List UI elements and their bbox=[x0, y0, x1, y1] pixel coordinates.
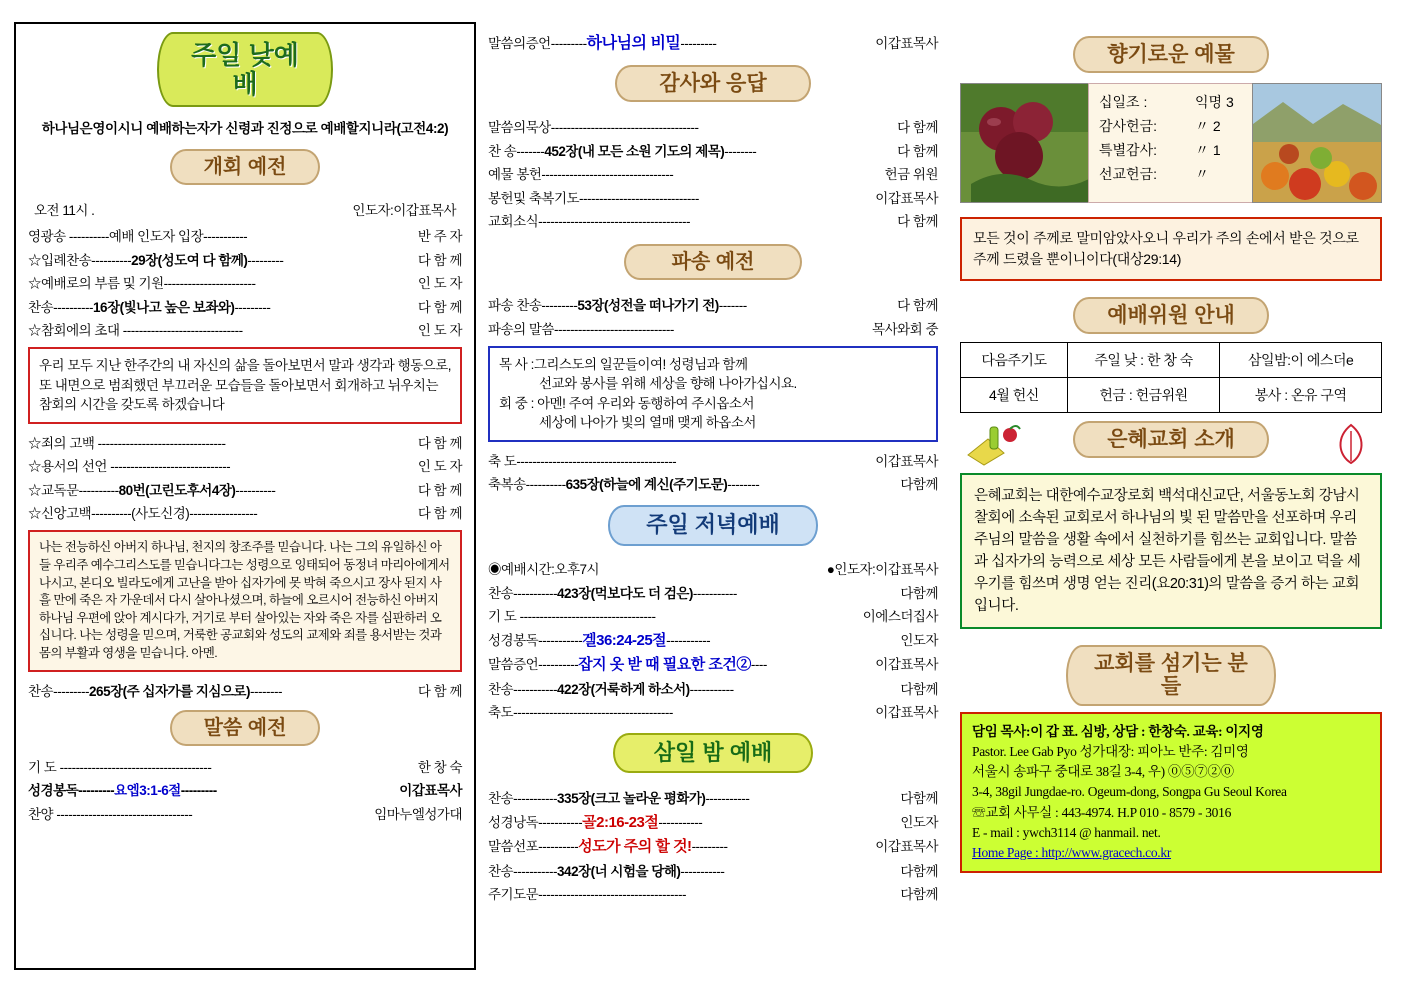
contact-line: 담임 목사:이 갑 표. 심방, 상담 : 한창숙. 교육: 이지영 bbox=[972, 723, 1264, 739]
heading-thanks-response: 감사와 응답 bbox=[615, 65, 811, 102]
order-line: 찬양 ---------------------------------- 임마누엘성가대 bbox=[28, 806, 462, 822]
table-row bbox=[961, 343, 1382, 378]
contact-line: 서울시 송파구 중대로 38길 3-4, 우) ⓪⑤⑦②⓪ bbox=[972, 764, 1234, 780]
order-line: 찬 송------- 452장(내 모든 소원 기도의 제목) -------- 다 함께 bbox=[488, 143, 938, 159]
heading-offerings: 향기로운 예물 bbox=[1073, 36, 1269, 73]
plums-photo bbox=[960, 83, 1090, 203]
wednesday-order-list bbox=[488, 787, 938, 903]
red-leaf-icon bbox=[1326, 421, 1376, 472]
word-order-list bbox=[28, 756, 462, 823]
heading-wednesday-service: 삼일 밤 예배 bbox=[613, 733, 813, 773]
verse-john4-24: 하나님은영이시니 예배하는자가 신령과 진정으로 예배할지니라(고전4:2) bbox=[41, 121, 449, 137]
sending-dialog-box bbox=[488, 346, 938, 442]
order-line: 말씀의묵상------------------------------------- 다 함께 bbox=[488, 120, 938, 136]
order-line: 예물 봉헌--------------------------------- 헌금 위원 bbox=[488, 167, 938, 183]
cell: 봉사 : 온유 구역 bbox=[1220, 378, 1382, 413]
order-line: 축 도---------------------------------------- 이갑표목사 bbox=[488, 453, 938, 469]
contact-homepage[interactable]: Home Page : http://www.gracech.co.kr bbox=[972, 845, 1172, 861]
order-line: 찬송---------- 16장(빛나고 높은 보좌와) --------- 다 함 께 bbox=[28, 299, 462, 315]
offering-amounts-table bbox=[1088, 83, 1254, 203]
offering-photo-row bbox=[960, 83, 1382, 203]
order-line: ☆용서의 선언 ------------------------------ 인 도 자 bbox=[28, 459, 462, 475]
oil-and-cross-icon bbox=[960, 421, 1030, 472]
benediction-list bbox=[488, 450, 938, 494]
order-line: 찬송----------- 423장(먹보다도 더 검은) ----------- 다함께 bbox=[488, 585, 938, 601]
confession-order-list bbox=[28, 432, 462, 523]
apostles-creed-box: 나는 전능하신 아버지 하나님, 천지의 창조주를 믿습니다. 나는 그의 유일하신 아들 우리주 예수그리스도를 믿습니다그는 성령으로 잉태되어 동정녀 마리아에게서 나시고, 본디오 빌라도에게 고난을 받아 십자가에 못 박혀 죽으시고 장사 된지 사흘 만에 죽은 자 가운데서 다시 살아나셨으며, 하늘에 오르시어 전능하신 아버지 하나님 우편에 앉아 계시다가, 거기로 부터 살아있는 자와 죽은 자를 심판하러 오십니다. 나는 성령을 믿으며, 거룩한 공교회와 성도의 교제와 죄를 용서받는 것과 몸의 부활과 영생을 믿습니다. 아멘. bbox=[28, 530, 462, 671]
order-line-hymn-265: 찬송--------- 265장(주 십자가를 지심으로) -------- 다 함 께 bbox=[28, 683, 462, 699]
heading-sending-liturgy: 파송 예전 bbox=[624, 244, 802, 280]
order-line: 영광송 ----------예배 인도자 입장----------- 반 주 자 bbox=[28, 229, 462, 245]
order-line: 말씀선포---------- 성도가 주의 할 것! --------- 이갑표목사 bbox=[488, 838, 938, 856]
service-leader: 인도자:이갑표목사 bbox=[352, 203, 456, 219]
order-line: 성경봉독--------- 요엡3:1-6절 --------- 이갑표목사 bbox=[28, 783, 462, 799]
heading-worship-committee: 예배위원 안내 bbox=[1073, 297, 1269, 334]
church-contact-box bbox=[960, 712, 1382, 874]
dialog-line: 회 중 : 아멘! 주여 우리와 동행하여 주시옵소서 bbox=[499, 395, 754, 411]
dialog-line: 목 사 :그리스도의 일꾼들이여! 성령님과 함께 bbox=[499, 356, 748, 372]
contact-line: 3-4, 38gil Jungdae-ro. Ogeum-dong, Songpa Gu Seoul Korea bbox=[972, 784, 1287, 800]
column-offering-and-info bbox=[952, 22, 1390, 970]
order-line: 기 도 -------------------------------------- 한 창 숙 bbox=[28, 759, 462, 775]
order-line: ☆예배로의 부름 및 기원----------------------- 인 도 자 bbox=[28, 276, 462, 292]
order-line: ☆교독문---------- 80번(고린도후서4장) ---------- 다 함 께 bbox=[28, 482, 462, 498]
order-line: 찬송----------- 342장(너 시험을 당해) ----------- 다함께 bbox=[488, 863, 938, 879]
heading-church-intro: 은혜교회 소개 bbox=[1073, 421, 1269, 458]
table-row bbox=[961, 378, 1382, 413]
contact-line: Pastor. Lee Gab Pyo 성가대장: 피아노 반주: 김미영 bbox=[972, 743, 1249, 759]
cell: 삼일밤:이 에스더e bbox=[1220, 343, 1382, 378]
order-line-testimony: 말씀의증언--------- 하나님의 비밀 --------- 이갑표목사 bbox=[488, 35, 938, 52]
cell: 주일 낮 : 한 창 숙 bbox=[1067, 343, 1219, 378]
order-line: ☆죄의 고백 -------------------------------- 다 함 께 bbox=[28, 435, 462, 451]
evening-time: ◉예배시간:오후7시 bbox=[488, 561, 600, 577]
cell: 다음주기도 bbox=[961, 343, 1068, 378]
title-sunday-morning: 주일 낮예배 bbox=[157, 32, 333, 107]
order-line: 말씀증언---------- 잡지 옷 받 때 필요한 조건② ---- 이갑표목사 bbox=[488, 656, 938, 674]
order-line: ☆참회에의 초대 ------------------------------ 인 도 자 bbox=[28, 323, 462, 339]
cell: 헌금 : 헌금위원 bbox=[1067, 378, 1219, 413]
heading-church-servants: 교회를 섬기는 분들 bbox=[1066, 645, 1276, 705]
order-line: ☆입례찬송---------- 29장(성도여 다 함께) --------- 다 함 께 bbox=[28, 252, 462, 268]
contact-line: ☏교회 사무실 : 443-4974. H.P 010 - 8579 - 3016 bbox=[972, 804, 1232, 820]
column-sunday-morning-service bbox=[14, 22, 476, 970]
offering-row: 십일조 : 익명 3 bbox=[1099, 94, 1234, 111]
worship-committee-table bbox=[960, 342, 1382, 413]
order-line: 축복송---------- 635장(하늘에 계신(주기도문) -------- 다함께 bbox=[488, 477, 938, 493]
sending-order-list bbox=[488, 294, 938, 338]
order-line: 축도---------------------------------------- 이갑표목사 bbox=[488, 705, 938, 721]
order-line: 교회소식-------------------------------------- 다 함께 bbox=[488, 214, 938, 230]
thanks-order-list bbox=[488, 116, 938, 230]
order-line: 성경봉독----------- 겔36:24-25절 ----------- 인도자 bbox=[488, 631, 938, 649]
dialog-line: 세상에 나아가 빛의 열매 맺게 하옵소서 bbox=[539, 415, 756, 431]
order-line: 봉헌및 축복기도------------------------------ 이갑표목사 bbox=[488, 190, 938, 206]
heading-word-liturgy: 말씀 예전 bbox=[170, 710, 320, 746]
service-time: 오전 11시 . bbox=[34, 203, 95, 219]
order-line: ☆신앙고백----------(사도신경)----------------- 다 함 께 bbox=[28, 506, 462, 522]
heading-opening-liturgy: 개회 예전 bbox=[170, 149, 320, 185]
column-service-continued bbox=[482, 22, 944, 970]
offering-scripture-box: 모든 것이 주께로 말미암았사오니 우리가 주의 손에서 받은 것으로 주께 드렸을 뿐이니이다(대상29:14) bbox=[960, 217, 1382, 281]
dialog-line: 선교와 봉사를 위해 세상을 향해 나아가십시요. bbox=[539, 376, 797, 392]
cell: 4월 헌신 bbox=[961, 378, 1068, 413]
contact-line: E - mail : ywch3114 @ hanmail. net. bbox=[972, 824, 1161, 840]
order-line: 찬송----------- 335장(크고 놀라운 평화가) ----------- 다함께 bbox=[488, 791, 938, 807]
heading-sunday-evening: 주일 저녁예배 bbox=[608, 505, 818, 545]
opening-order-list bbox=[28, 225, 462, 339]
evening-order-list bbox=[488, 582, 938, 722]
order-line: 기 도 ---------------------------------- 이에스더집사 bbox=[488, 609, 938, 625]
order-line: 찬송----------- 422장(거룩하게 하소서) ----------- 다함께 bbox=[488, 681, 938, 697]
harvest-photo bbox=[1252, 83, 1382, 203]
offering-row: 특별감사: 〃 1 bbox=[1099, 142, 1221, 159]
evening-leader: ●인도자:이갑표목사 bbox=[826, 561, 938, 577]
offering-row: 감사헌금: 〃 2 bbox=[1099, 118, 1221, 135]
repentance-invitation-box: 우리 모두 지난 한주간의 내 자신의 삶을 돌아보면서 말과 생각과 행동으로, 또 내면으로 범죄했던 부끄러운 모습들을 돌아보면서 회개하고 뉘우치는 참회의 시간을 갖도록 하겠습니다 bbox=[28, 347, 462, 424]
order-line: 파송의 말씀------------------------------ 목사와회 중 bbox=[488, 321, 938, 337]
order-line: 주기도문------------------------------------- 다함께 bbox=[488, 887, 938, 903]
order-line: 파송 찬송--------- 53장(성전을 떠나가기 전) ------- 다 함께 bbox=[488, 298, 938, 314]
offering-row: 선교헌금: 〃 bbox=[1099, 166, 1209, 183]
church-intro-box: 은혜교회는 대한예수교장로회 백석대신교단, 서울동노회 강남시찰회에 소속된 교회로서 하나님의 빛 된 말씀만을 선포하며 우리 주님의 말씀을 생활 속에서 실천하기를 힘쓰는 교회입니다. 말씀과 십자가의 능력으로 세상 모든 사람들에게 본을 보이고 덕을 세우기를 힘쓰며 생명 얻는 진리(요20:31)의 말씀을 증거 하는 교회입니다. bbox=[960, 473, 1382, 629]
order-line: 성경낭독----------- 골2:16-23절 ----------- 인도자 bbox=[488, 813, 938, 831]
